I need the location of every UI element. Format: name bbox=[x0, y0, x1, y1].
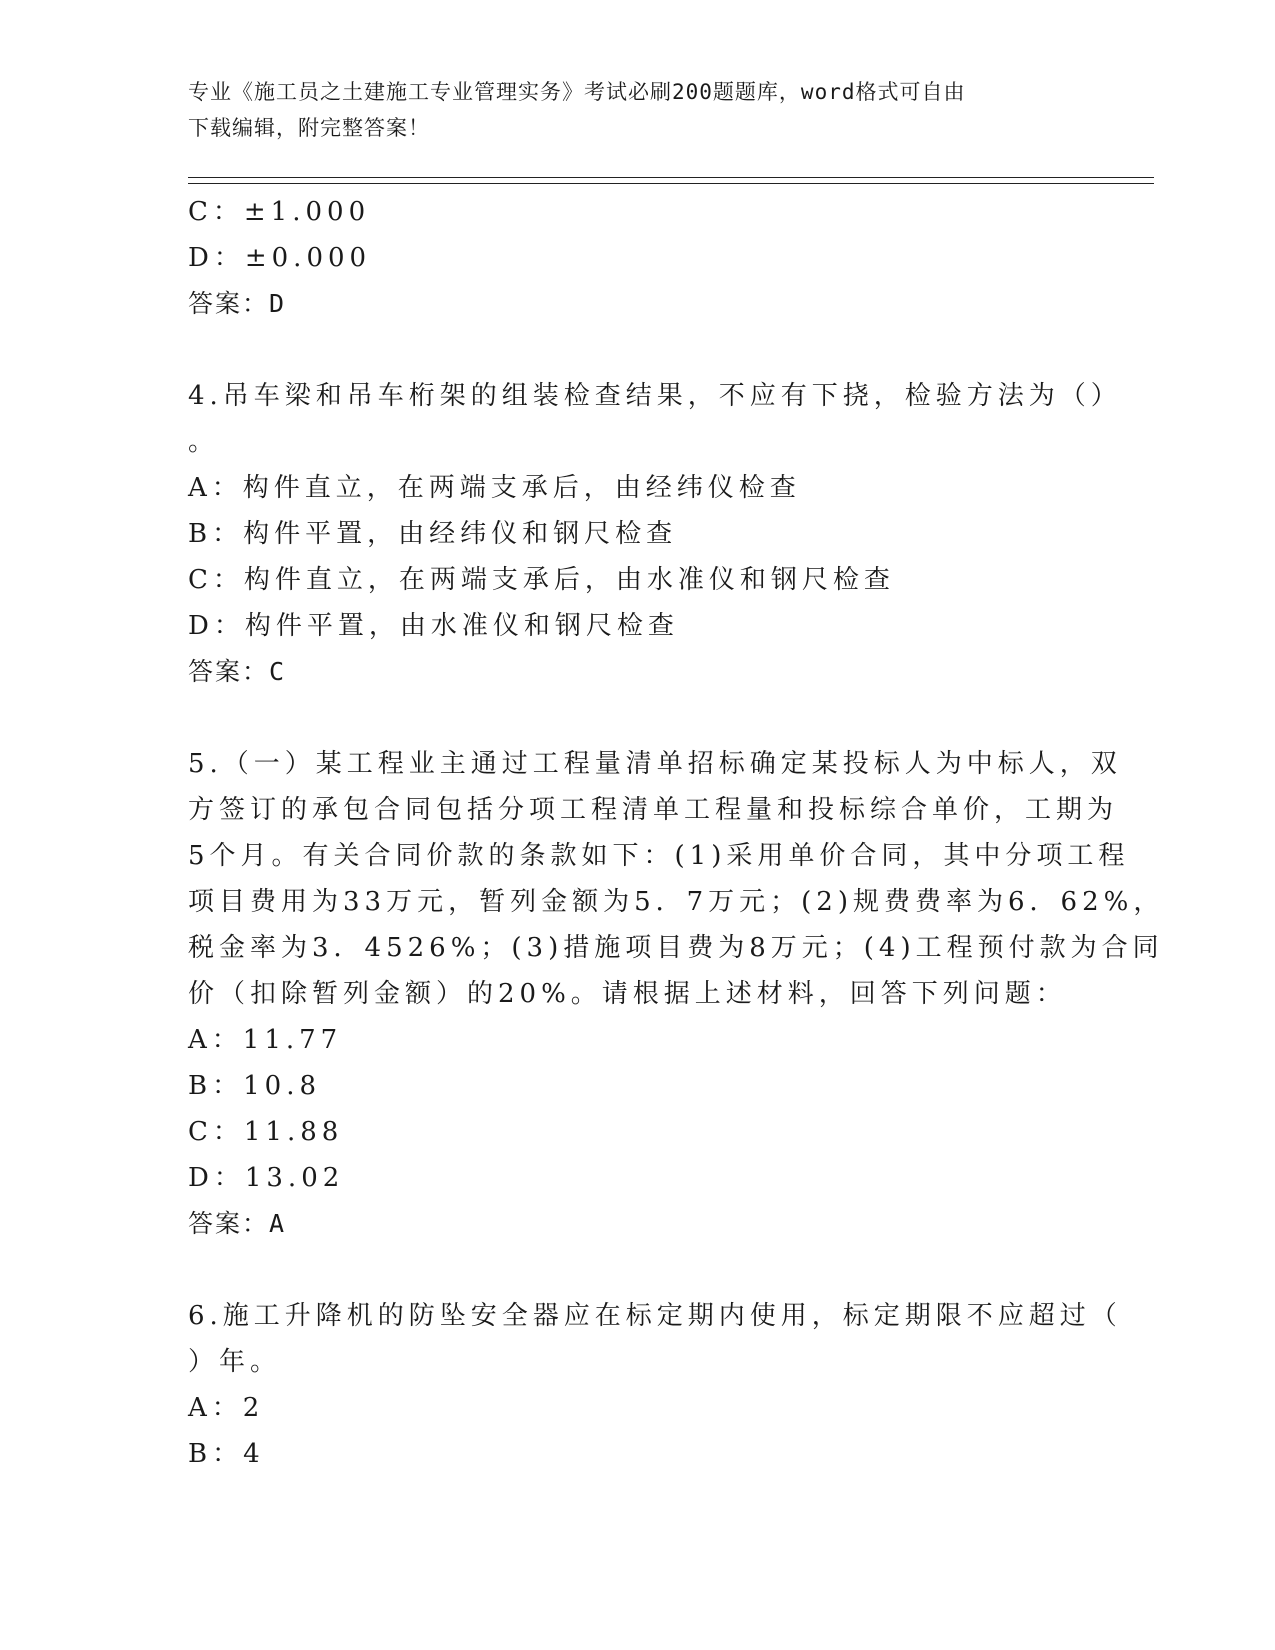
question-text-line: 税金率为3．4526%；(3)措施项目费为8万元；(4)工程预付款为合同 bbox=[188, 933, 1164, 963]
question-text-line: 方签订的承包合同包括分项工程清单工程量和投标综合单价，工期为 bbox=[188, 795, 1119, 825]
option-c: C：±1.000 bbox=[188, 197, 371, 227]
question-text-line: 。 bbox=[188, 427, 220, 457]
option-c: C：构件直立，在两端支承后，由水准仪和钢尺检查 bbox=[188, 565, 895, 595]
option-b: B：4 bbox=[188, 1439, 265, 1469]
spacer bbox=[188, 1247, 1068, 1293]
option-a: A：2 bbox=[188, 1393, 265, 1423]
option-a: A：11.77 bbox=[188, 1025, 343, 1055]
header-divider-top bbox=[188, 177, 1154, 178]
question-text-line: 价（扣除暂列金额）的20%。请根据上述材料，回答下列问题： bbox=[188, 979, 1067, 1009]
question-text-line: 6.施工升降机的防坠安全器应在标定期内使用，标定期限不应超过（ bbox=[188, 1301, 1122, 1331]
question-content bbox=[188, 189, 1165, 1477]
option-b: B：构件平置，由经纬仪和钢尺检查 bbox=[188, 519, 678, 549]
header-line-2: 下载编辑，附完整答案！ bbox=[188, 116, 430, 140]
question-text-line: ）年。 bbox=[188, 1347, 282, 1377]
question-3-tail bbox=[188, 189, 1068, 327]
spacer bbox=[188, 695, 1068, 741]
option-d: D：构件平置，由水准仪和钢尺检查 bbox=[188, 611, 679, 641]
answer: 答案：D bbox=[188, 289, 287, 318]
question-text-line: 4.吊车梁和吊车桁架的组装检查结果，不应有下挠，检验方法为（） bbox=[188, 381, 1122, 411]
option-a: A：构件直立，在两端支承后，由经纬仪检查 bbox=[188, 473, 801, 503]
page-header bbox=[188, 74, 1088, 146]
option-b: B：10.8 bbox=[188, 1071, 321, 1101]
question-5 bbox=[188, 741, 1165, 1247]
option-d: D：±0.000 bbox=[188, 243, 372, 273]
header-divider-bottom bbox=[188, 183, 1154, 184]
header-line-1: 专业《施工员之土建施工专业管理实务》考试必刷200题题库，word格式可自由 bbox=[188, 80, 966, 104]
option-c: C：11.88 bbox=[188, 1117, 344, 1147]
answer: 答案：A bbox=[188, 1209, 287, 1238]
question-text-line: 项目费用为33万元，暂列金额为5．7万元；(2)规费费率为6．62%， bbox=[188, 887, 1165, 917]
question-text-line: 5.（一）某工程业主通过工程量清单招标确定某投标人为中标人，双 bbox=[188, 749, 1122, 779]
question-4 bbox=[188, 373, 1122, 695]
option-d: D：13.02 bbox=[188, 1163, 345, 1193]
answer: 答案：C bbox=[188, 657, 287, 686]
spacer bbox=[188, 327, 1068, 373]
question-6 bbox=[188, 1293, 1122, 1477]
question-text-line: 5个月。有关合同价款的条款如下：(1)采用单价合同，其中分项工程 bbox=[188, 841, 1130, 871]
